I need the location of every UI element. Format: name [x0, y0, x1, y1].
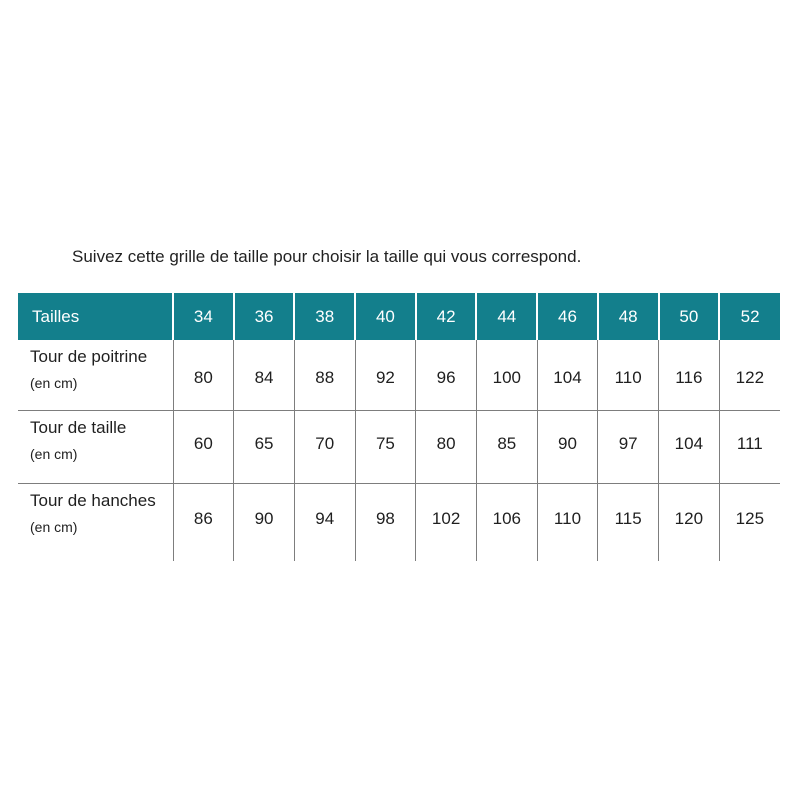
table-cell: 90: [537, 411, 598, 484]
table-cell: 110: [537, 484, 598, 562]
row-label: [18, 484, 173, 562]
row-label-unit: (en cm): [30, 519, 78, 535]
row-label: [18, 411, 173, 484]
row-label: [18, 340, 173, 411]
table-cell: 116: [659, 340, 720, 411]
size-header: 34: [173, 293, 234, 340]
table-cell: 96: [416, 340, 477, 411]
table-cell: 97: [598, 411, 659, 484]
size-header: 36: [234, 293, 295, 340]
size-header: 40: [355, 293, 416, 340]
size-chart: [18, 293, 780, 561]
row-label-unit: (en cm): [30, 375, 78, 391]
table-cell: 80: [173, 340, 234, 411]
intro-text: Suivez cette grille de taille pour choisir la taille qui vous correspond.: [72, 247, 582, 266]
table-row: [18, 340, 780, 411]
table-cell: 115: [598, 484, 659, 562]
size-header: 42: [416, 293, 477, 340]
row-label-main: Tour de hanches: [30, 491, 156, 510]
size-header: 46: [537, 293, 598, 340]
table-cell: 102: [416, 484, 477, 562]
table-cell: 125: [719, 484, 780, 562]
header-label: Tailles: [18, 293, 173, 340]
size-header: 50: [659, 293, 720, 340]
table-cell: 106: [476, 484, 537, 562]
size-header: 44: [476, 293, 537, 340]
row-label-main: Tour de poitrine: [30, 347, 148, 366]
table-cell: 110: [598, 340, 659, 411]
table-cell: 60: [173, 411, 234, 484]
table-cell: 94: [294, 484, 355, 562]
header-row: [18, 293, 780, 340]
table-row: [18, 411, 780, 484]
table-cell: 92: [355, 340, 416, 411]
table-cell: 104: [537, 340, 598, 411]
table-cell: 85: [476, 411, 537, 484]
table-cell: 90: [234, 484, 295, 562]
row-label-unit: (en cm): [30, 446, 78, 462]
size-table: [18, 293, 780, 561]
size-header: 52: [719, 293, 780, 340]
table-cell: 120: [659, 484, 720, 562]
table-cell: 70: [294, 411, 355, 484]
table-cell: 122: [719, 340, 780, 411]
size-header: 38: [294, 293, 355, 340]
table-cell: 84: [234, 340, 295, 411]
table-cell: 80: [416, 411, 477, 484]
table-row: [18, 484, 780, 562]
table-cell: 75: [355, 411, 416, 484]
table-cell: 65: [234, 411, 295, 484]
size-header: 48: [598, 293, 659, 340]
table-cell: 98: [355, 484, 416, 562]
table-cell: 86: [173, 484, 234, 562]
table-cell: 88: [294, 340, 355, 411]
table-cell: 100: [476, 340, 537, 411]
row-label-main: Tour de taille: [30, 418, 127, 437]
table-cell: 111: [719, 411, 780, 484]
table-cell: 104: [659, 411, 720, 484]
